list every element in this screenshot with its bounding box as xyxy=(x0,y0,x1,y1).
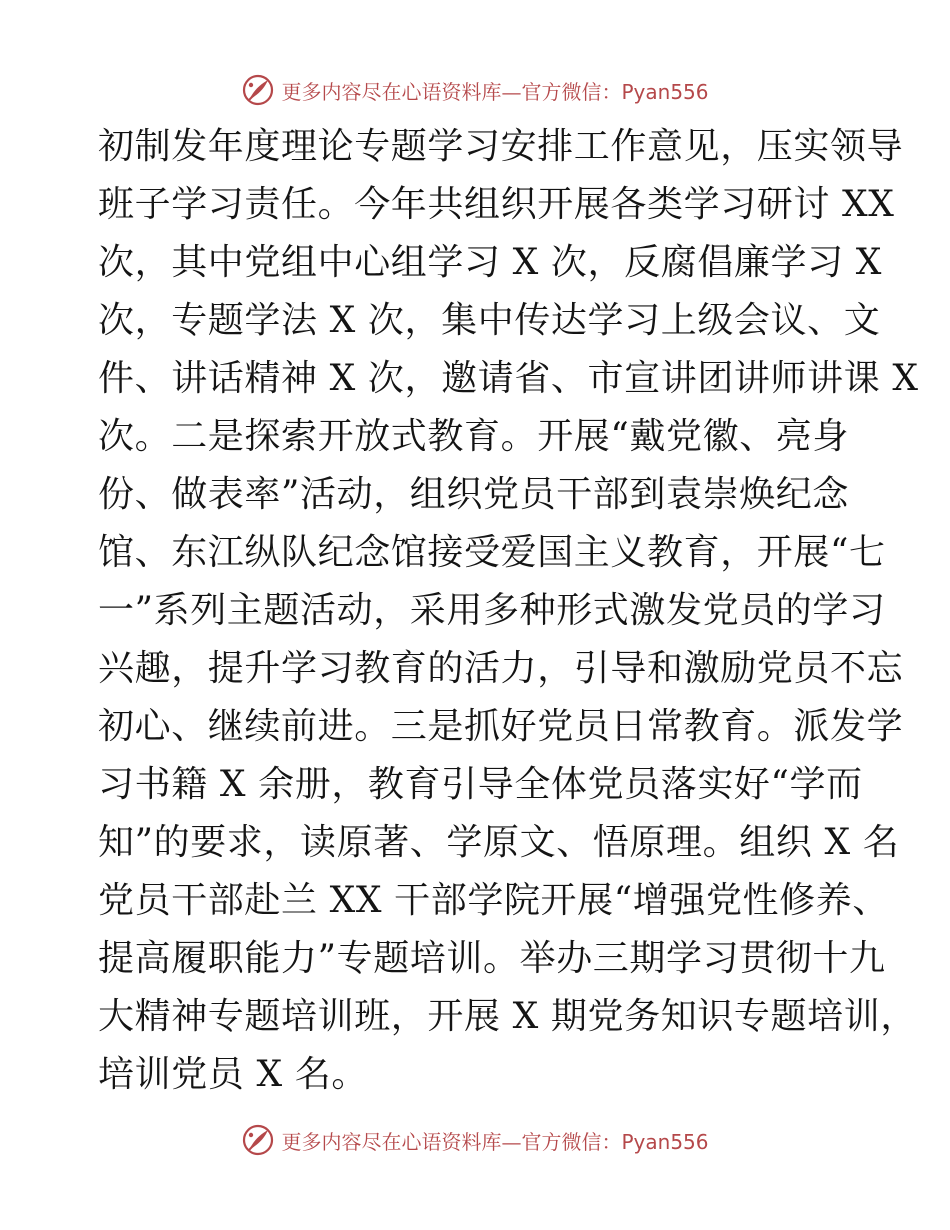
document-body xyxy=(98,118,919,1104)
footer-banner xyxy=(0,1120,950,1160)
body-line: 知”的要求，读原著、学原文、悟原理。组织 X 名 xyxy=(98,822,900,863)
body-line: 初制发年度理论专题学习安排工作意见，压实领导 xyxy=(98,126,904,167)
body-line: 大精神专题培训班，开展 X 期党务知识专题培训， xyxy=(98,996,917,1037)
body-line: 党员干部赴兰 XX 干部学院开展“增强党性修养、 xyxy=(98,880,889,921)
body-line: 次，专题学法 X 次，集中传达学习上级会议、文 xyxy=(98,300,881,341)
header-banner xyxy=(0,70,950,110)
body-line: 培训党员 X 名。 xyxy=(98,1054,368,1095)
body-line: 件、讲话精神 X 次，邀请省、市宣讲团讲师讲课 X xyxy=(98,358,919,399)
body-line: 习书籍 X 余册，教育引导全体党员落实好“学而 xyxy=(98,764,863,805)
quill-pen-logo-icon xyxy=(241,73,275,107)
body-line: 次。二是探索开放式教育。开展“戴党徽、亮身 xyxy=(98,416,850,457)
body-line: 馆、东江纵队纪念馆接受爱国主义教育，开展“七 xyxy=(98,532,886,573)
header-banner-text: 更多内容尽在心语资料库—官方微信： xyxy=(281,79,622,104)
body-line: 兴趣，提升学习教育的活力，引导和激励党员不忘 xyxy=(98,648,904,689)
body-line: 次，其中党组中心组学习 X 次，反腐倡廉学习 X xyxy=(98,242,882,283)
header-wechat-id: Pyan556 xyxy=(621,79,709,104)
body-line: 班子学习责任。今年共组织开展各类学习研讨 XX xyxy=(98,184,895,225)
body-line: 初心、继续前进。三是抓好党员日常教育。派发学 xyxy=(98,706,904,747)
quill-pen-logo-icon xyxy=(241,1123,275,1157)
footer-wechat-id: Pyan556 xyxy=(621,1129,709,1154)
body-line: 份、做表率”活动，组织党员干部到袁崇焕纪念 xyxy=(98,474,850,515)
body-line: 提高履职能力”专题培训。举办三期学习贯彻十九 xyxy=(98,938,886,979)
body-line: 一”系列主题活动，采用多种形式激发党员的学习 xyxy=(98,590,886,631)
footer-banner-text: 更多内容尽在心语资料库—官方微信： xyxy=(281,1129,622,1154)
